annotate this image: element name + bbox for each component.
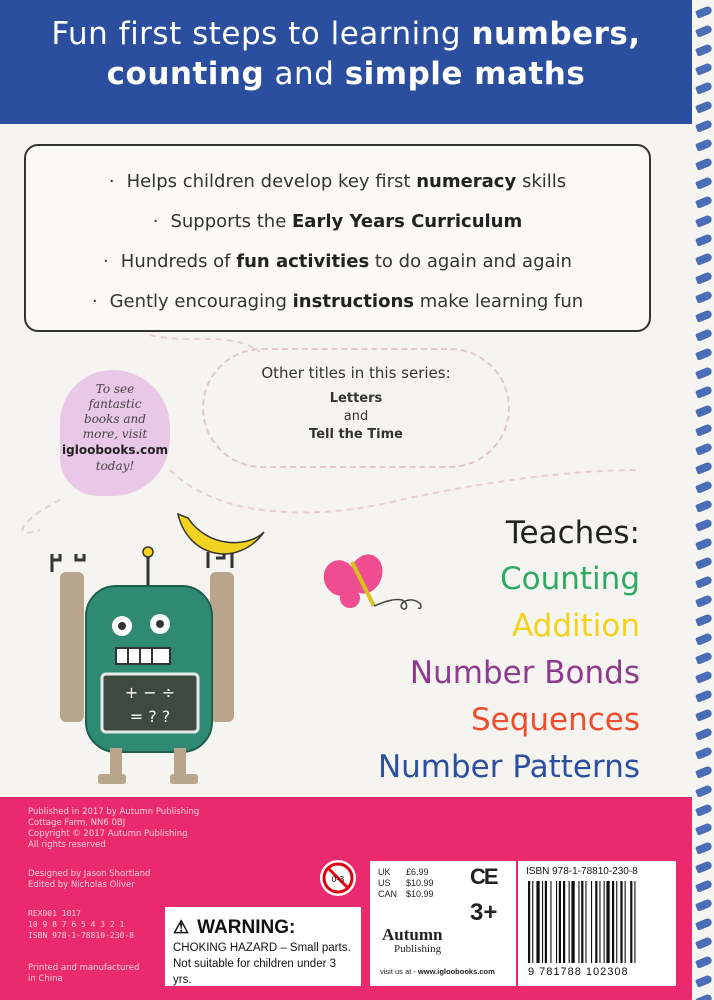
age-rating: 3+: [470, 899, 498, 926]
barcode-bar: [532, 881, 533, 963]
spiral-ring: [695, 195, 713, 208]
robot-illustration: [38, 508, 310, 790]
spiral-ring: [695, 860, 713, 873]
spiral-ring: [695, 841, 713, 854]
spiral-ring: [695, 879, 713, 892]
spiral-ring: [695, 309, 713, 322]
series-title-letters: Letters: [329, 391, 383, 406]
price-row: UK £6.99: [378, 867, 429, 877]
header-banner: [0, 0, 692, 124]
barcode-bar: [578, 881, 579, 963]
spiral-ring: [695, 119, 713, 132]
spiral-ring: [695, 936, 713, 949]
spiral-ring: [695, 556, 713, 569]
robot-left-arm: [60, 572, 84, 722]
barcode-bar: [528, 881, 530, 963]
choking-warning-label: ⚠ WARNING: CHOKING HAZARD – Small parts. Not suitable for children under 3 yrs.: [165, 907, 361, 986]
barcode-bar: [612, 881, 614, 963]
barcode-icon: [526, 881, 668, 965]
spiral-ring: [695, 214, 713, 227]
spiral-ring: [695, 290, 713, 303]
spiral-ring: [695, 100, 713, 113]
spiral-ring: [695, 385, 713, 398]
warning-triangle-icon: ⚠: [173, 917, 190, 937]
spiral-ring: [695, 62, 713, 75]
spiral-ring: [695, 271, 713, 284]
spiral-ring: [695, 803, 713, 816]
barcode-bar: [606, 881, 609, 963]
ce-mark: CE: [470, 864, 497, 889]
igloo-promo-bubble: To see fantastic books and more, visit igloobooks.com today!: [60, 370, 170, 496]
series-joiner: and: [343, 409, 369, 424]
spiral-ring: [695, 499, 713, 512]
spiral-ring: [695, 765, 713, 778]
teach-item-counting: Counting: [500, 561, 640, 597]
features-box: [24, 144, 651, 332]
publisher-logo-sub: Publishing: [394, 943, 442, 955]
chalkboard-line-1: + − ÷: [124, 683, 176, 702]
feature-item: · Helps children develop key first numeracy skills: [108, 171, 567, 192]
header-line-2: counting and simple maths: [106, 56, 586, 92]
age-warning-icon: [320, 860, 356, 896]
header-line-1: Fun first steps to learning numbers,: [51, 16, 641, 52]
spiral-ring: [695, 613, 713, 626]
barcode-number: 9 781788 102308: [528, 966, 629, 978]
teach-item-addition: Addition: [511, 608, 640, 644]
publisher-website: visit us at - www.igloobooks.com: [380, 967, 495, 976]
promo-url[interactable]: igloobooks.com: [62, 443, 168, 457]
spiral-ring: [695, 575, 713, 588]
robot-left-claw: [52, 554, 84, 572]
spiral-ring: [695, 955, 713, 968]
series-heading: Other titles in this series:: [261, 364, 451, 382]
spiral-ring: [695, 708, 713, 721]
spiral-ring: [695, 328, 713, 341]
spiral-ring: [695, 347, 713, 360]
teach-item-sequences: Sequences: [470, 702, 640, 738]
spiral-ring: [695, 480, 713, 493]
other-titles-cloud: [202, 348, 510, 468]
barcode-bar: [536, 881, 539, 963]
barcode-bar: [571, 881, 574, 963]
barcode-bar: [542, 881, 543, 963]
feature-item: · Hundreds of fun activities to do again and again: [103, 251, 572, 272]
feature-item: · Gently encouraging instructions make learning fun: [91, 291, 584, 312]
spiral-ring: [695, 632, 713, 645]
credits: Designed by Jason Shortland Edited by Nicholas Oliver: [28, 869, 151, 890]
barcode-bar: [563, 881, 565, 963]
teach-item-number-patterns: Number Patterns: [377, 749, 640, 785]
teaches-title: Teaches:: [505, 515, 640, 551]
spiral-ring: [695, 176, 713, 189]
banana-icon: [178, 514, 264, 554]
antenna-bulb-icon: [143, 547, 153, 557]
barcode-panel: [518, 861, 676, 986]
spiral-ring: [695, 784, 713, 797]
spiral-ring: [695, 689, 713, 702]
price-row: US $10.99: [378, 878, 434, 888]
price-row: CAN $10.99: [378, 889, 434, 899]
spiral-ring: [695, 157, 713, 170]
robot-right-arm: [210, 572, 234, 722]
barcode-bar: [585, 881, 586, 963]
barcode-bar: [620, 881, 622, 963]
feature-item: · Supports the Early Years Curriculum: [152, 211, 523, 232]
spiral-ring: [695, 461, 713, 474]
barcode-bar: [634, 881, 635, 963]
spiral-ring: [695, 917, 713, 930]
spiral-ring: [695, 537, 713, 550]
barcode-bar: [625, 881, 626, 963]
spiral-ring: [695, 746, 713, 759]
spiral-ring: [695, 138, 713, 151]
spiral-ring: [695, 81, 713, 94]
spiral-ring: [695, 366, 713, 379]
chalkboard-line-2: = ? ?: [129, 707, 171, 726]
barcode-bar: [569, 881, 570, 963]
spiral-ring: [695, 727, 713, 740]
publication-info: Published in 2017 by Autumn Publishing Cottage Farm, NN6 0BJ Copyright © 2017 Autumn Publishing All rights reserved: [28, 807, 200, 850]
spiral-ring: [695, 24, 713, 37]
spiral-binding: [690, 0, 714, 1000]
price-panel: [370, 861, 516, 986]
teach-item-number-bonds: Number Bonds: [409, 655, 640, 691]
spiral-ring: [695, 43, 713, 56]
barcode-bar: [599, 881, 600, 963]
barcode-bar: [550, 881, 551, 963]
spiral-ring: [695, 233, 713, 246]
spiral-ring: [695, 651, 713, 664]
spiral-ring: [695, 898, 713, 911]
spiral-ring: [695, 993, 713, 1000]
spiral-ring: [695, 670, 713, 683]
barcode-bar: [591, 881, 592, 963]
teaches-list: [378, 510, 640, 791]
spiral-ring: [695, 423, 713, 436]
spiral-ring: [695, 5, 713, 18]
publisher-logo: Autumn: [382, 925, 443, 944]
footer-panel: [0, 797, 692, 1000]
spiral-ring: [695, 974, 713, 987]
barcode-bar: [604, 881, 605, 963]
spiral-ring: [695, 252, 713, 265]
isbn-label: ISBN 978-1-78810-230-8: [526, 866, 638, 877]
barcode-bar: [616, 881, 617, 963]
barcode-bar: [595, 881, 597, 963]
barcode-bar: [630, 881, 632, 963]
barcode-bar: [556, 881, 557, 963]
spiral-ring: [695, 594, 713, 607]
barcode-bar: [559, 881, 561, 963]
series-title-time: Tell the Time: [309, 427, 403, 442]
svg-text:0-3: 0-3: [331, 875, 345, 884]
spiral-ring: [695, 822, 713, 835]
barcode-bar: [581, 881, 583, 963]
spiral-ring: [695, 518, 713, 531]
spiral-ring: [695, 404, 713, 417]
barcode-bar: [545, 881, 547, 963]
printed-in: Printed and manufactured in China: [28, 963, 140, 984]
print-codes: REX001 1017 10 9 8 7 6 5 4 3 2 1 ISBN 978-1-78810-230-8: [28, 909, 134, 940]
spiral-ring: [695, 442, 713, 455]
